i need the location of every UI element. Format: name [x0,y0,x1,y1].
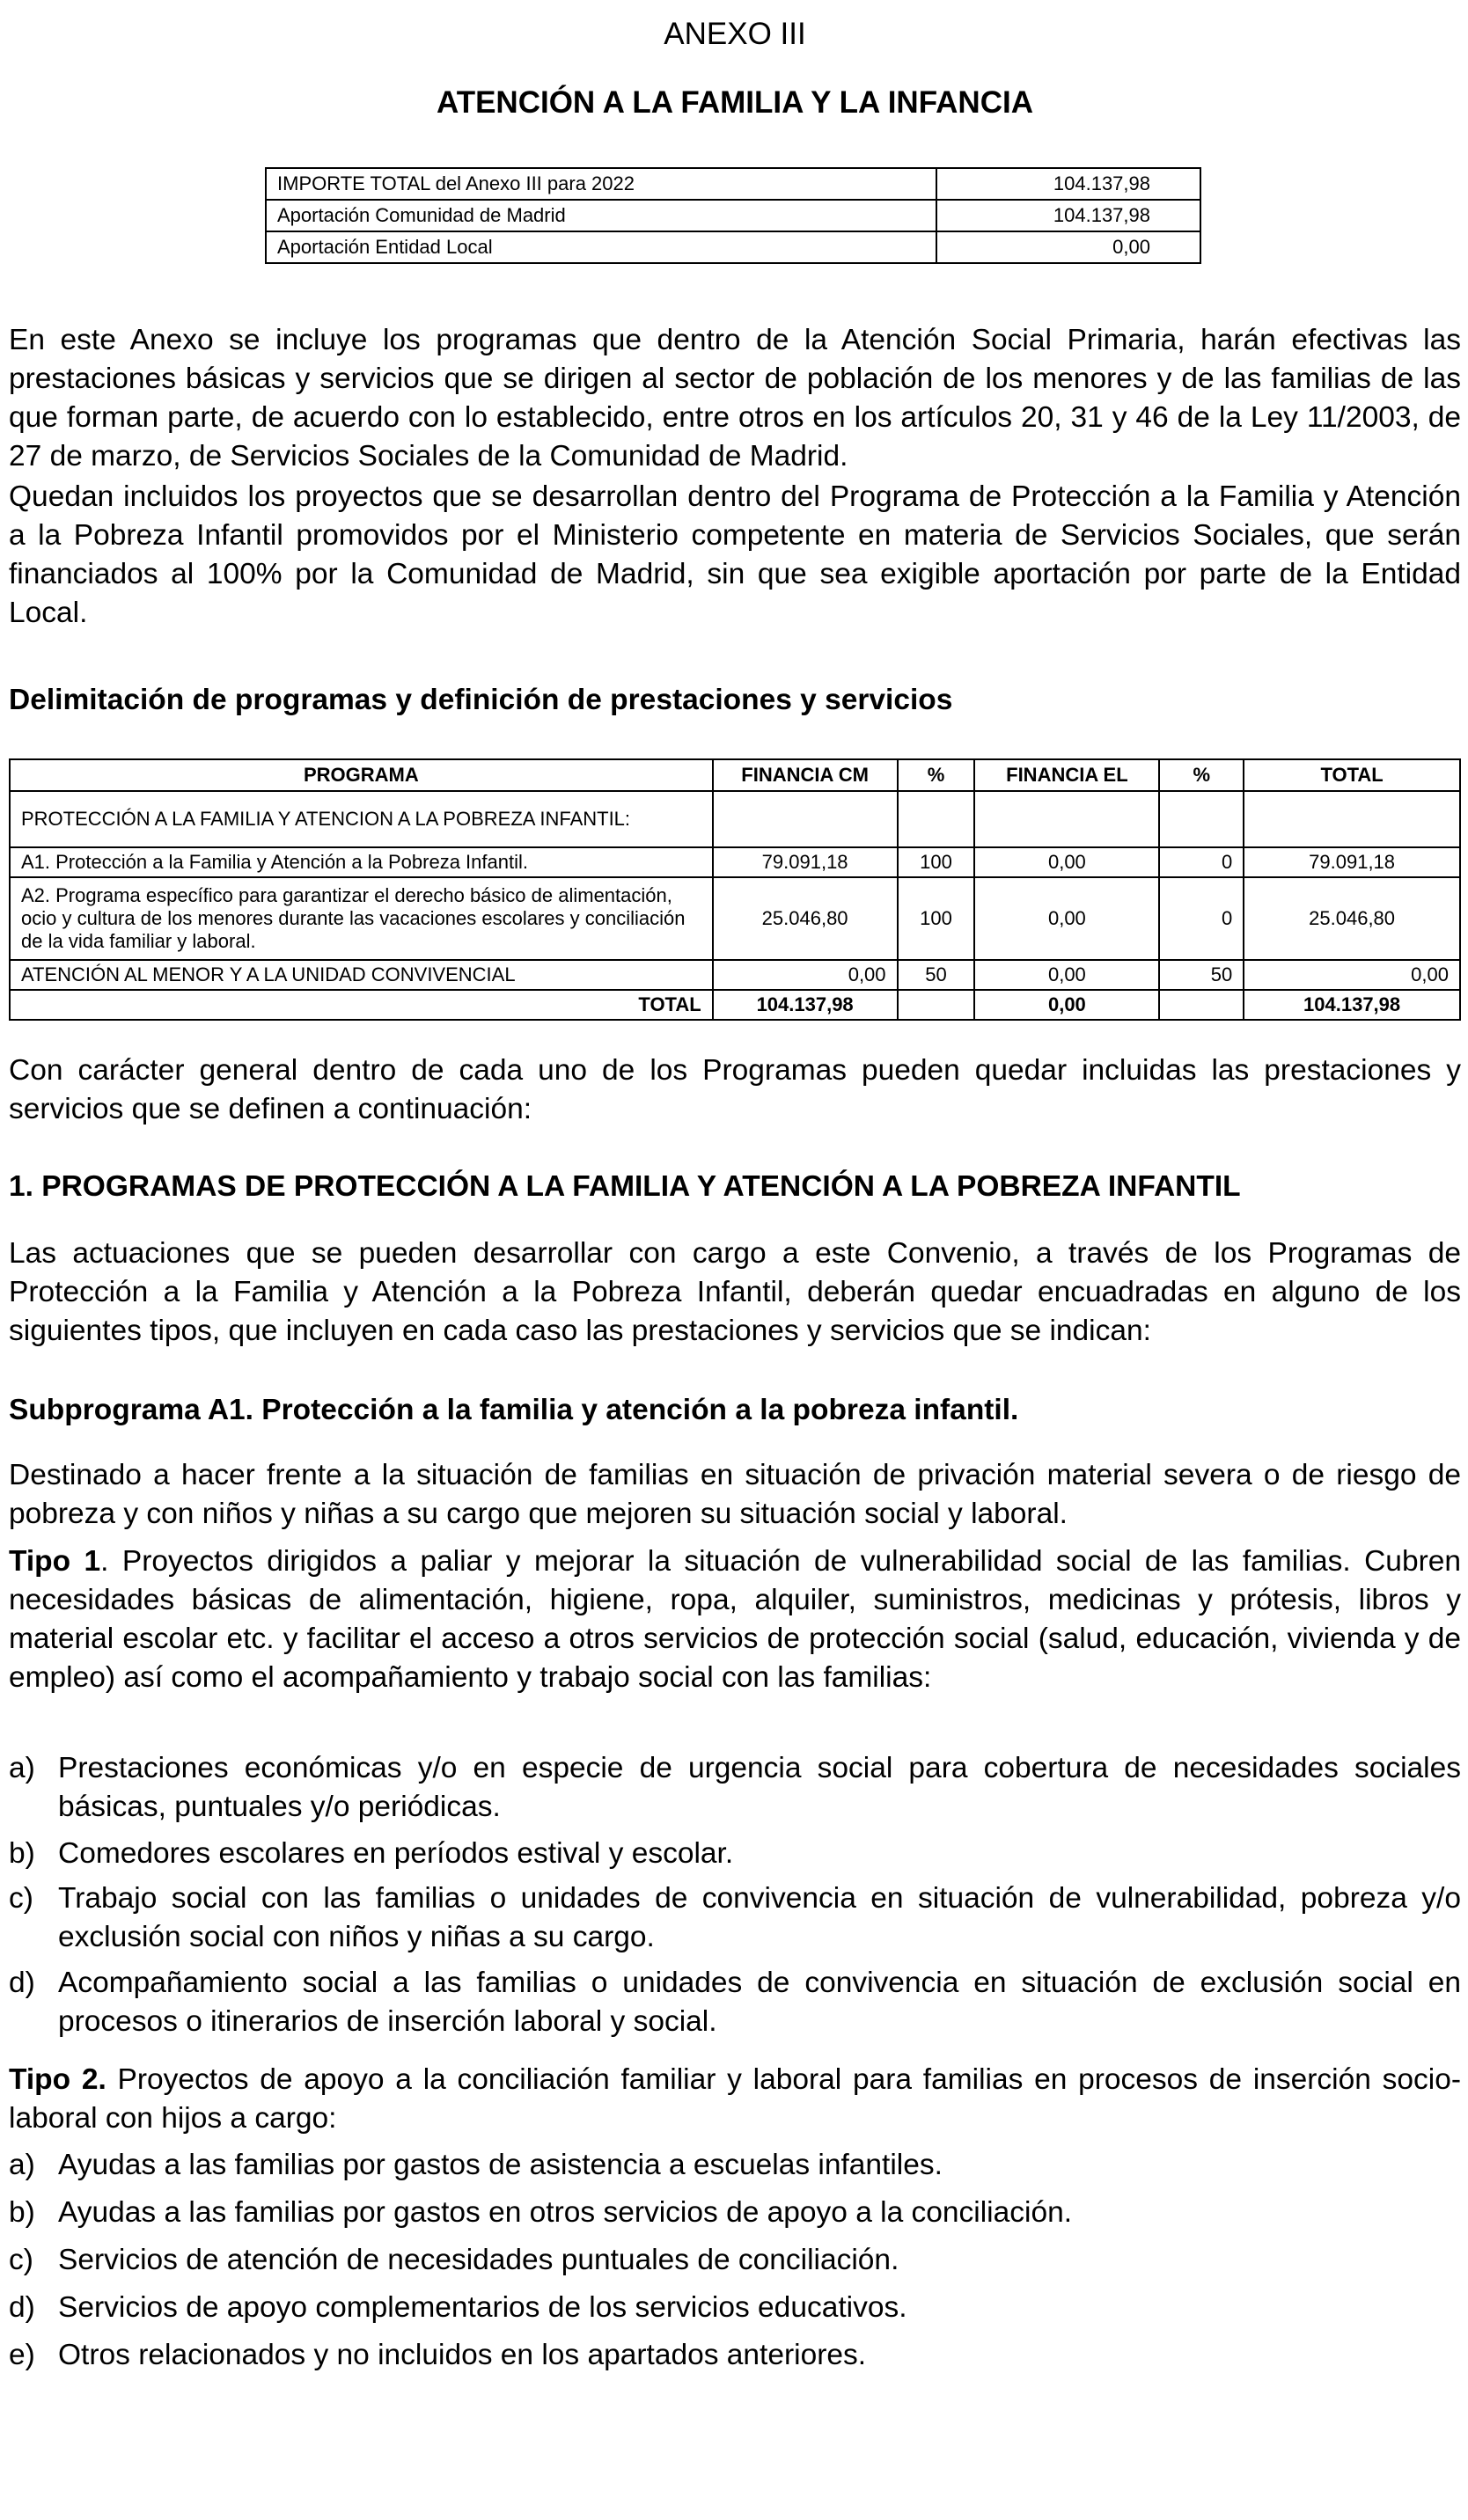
cell-total: 0,00 [1244,960,1460,990]
header-financia-el: FINANCIA EL [974,759,1159,791]
table-row [266,168,1200,200]
import-label: IMPORTE TOTAL del Anexo III para 2022 [266,168,936,200]
total-pct-el [1159,990,1244,1020]
tipo1-label: Tipo 1 [9,1545,101,1578]
page-title: ATENCIÓN A LA FAMILIA Y LA INFANCIA [437,85,1033,120]
list-item-label: c) [9,2244,33,2276]
list-item-label: a) [9,2149,35,2181]
list-item-text: Otros relacionados y no incluidos en los apartados anteriores. [58,2339,867,2371]
table-row [10,877,1460,960]
section1-heading: 1. PROGRAMAS DE PROTECCIÓN A LA FAMILIA Y ATENCIÓN A LA POBREZA INFANTIL [9,1170,1241,1203]
list-item [9,2146,1461,2185]
total-pct-cm [898,990,975,1020]
list-item-label: b) [9,2196,35,2229]
list-item-text: Acompañamiento social a las familias o unidades de convivencia en situación de exclusión social en procesos o itinerarios de inserción laboral y social. [58,1967,1461,2038]
subprogram-a1-paragraph: Destinado a hacer frente a la situación de familias en situación de privación material severa o de riesgo de pobreza y con niños y niñas a su cargo que mejoren su situación social y laboral. [9,1459,1461,1530]
list-item-label: d) [9,1967,35,1999]
cell-el: 0,00 [974,847,1159,877]
cell-pct-cm [898,791,975,847]
cell-cm: 25.046,80 [713,877,898,960]
header-total: TOTAL [1244,759,1460,791]
program-table [9,758,1461,1021]
tipo2-label: Tipo 2. [9,2063,106,2096]
list-item-text: Ayudas a las familias por gastos de asistencia a escuelas infantiles. [58,2149,943,2181]
list-item [9,1964,1461,2041]
list-item [9,2336,1461,2375]
import-table [265,167,1201,264]
document-page [9,16,1462,2371]
cell-pct-el: 0 [1159,877,1244,960]
list-item [9,1749,1461,1827]
cell-cm: 0,00 [713,960,898,990]
cell-programa: A2. Programa específico para garantizar el derecho básico de alimentación, ocio y cultura de los menores durante las vacaciones escolares y conciliación de la vida familiar y laboral. [10,877,713,960]
annex-label: ANEXO III [664,17,806,51]
cell-programa: A1. Protección a la Familia y Atención a la Pobreza Infantil. [10,847,713,877]
table-row [266,200,1200,231]
intro-paragraph-1: En este Anexo se incluye los programas que dentro de la Atención Social Primaria, harán efectivas las prestaciones básicas y servicios que se dirigen al sector de población de los menores y de las familias de las que forman parte, de acuerdo con lo establecido, entre otros en los artículos 20, 31 y 46 de la Ley 11/2003, de 27 de marzo, de Servicios Sociales de la Comunidad de Madrid. [9,324,1461,472]
import-value: 104.137,98 [936,200,1200,231]
cell-total [1244,791,1460,847]
list-item [9,1835,1461,1873]
list-item-label: b) [9,1837,35,1870]
table-row [10,847,1460,877]
list-item [9,2194,1461,2232]
list-item-label: d) [9,2291,35,2324]
general-paragraph: Con carácter general dentro de cada uno de los Programas pueden quedar incluidas las prestaciones y servicios que se definen a continuación: [9,1054,1461,1125]
list-item-text: Prestaciones económicas y/o en especie de urgencia social para cobertura de necesidades sociales básicas, puntuales y/o periódicas. [58,1752,1461,1823]
import-label: Aportación Entidad Local [266,231,936,263]
import-value: 0,00 [936,231,1200,263]
tipo2-text: Proyectos de apoyo a la conciliación familiar y laboral para familias en procesos de inserción socio-laboral con hijos a cargo: [9,2063,1462,2135]
import-label: Aportación Comunidad de Madrid [266,200,936,231]
cell-pct-cm: 100 [898,847,975,877]
list-item-label: c) [9,1882,33,1915]
cell-el: 0,00 [974,877,1159,960]
list-item-text: Trabajo social con las familias o unidades de convivencia en situación de vulnerabilidad, pobreza y/o exclusión social con niños y niñas a su cargo. [58,1882,1461,1953]
total-total: 104.137,98 [1244,990,1460,1020]
cell-pct-el [1159,791,1244,847]
list-item-text: Comedores escolares en períodos estival y escolar. [58,1837,734,1870]
total-cm: 104.137,98 [713,990,898,1020]
tipo1-text: . Proyectos dirigidos a paliar y mejorar la situación de vulnerabilidad social de las familias. Cubren necesidades básicas de alimentación, higiene, ropa, alquiler, suministros, medicinas y prótesis, libros y material escolar etc. y facilitar el acceso a otros servicios de protección social (salud, educación, vivienda y de empleo) así como el acompañamiento y trabajo social con las familias: [9,1545,1461,1694]
cell-el [974,791,1159,847]
delimitation-heading: Delimitación de programas y definición de prestaciones y servicios [9,684,953,716]
cell-el: 0,00 [974,960,1159,990]
intro-paragraph-2: Quedan incluidos los proyectos que se desarrollan dentro del Programa de Protección a la Familia y Atención a la Pobreza Infantil promovidos por el Ministerio competente en materia de Servicios Sociales, que serán financiados al 100% por la Comunidad de Madrid, sin que sea exigible aportación por parte de la Entidad Local. [9,480,1461,629]
cell-pct-cm: 50 [898,960,975,990]
header-pct-cm: % [898,759,975,791]
cell-cm [713,791,898,847]
total-el: 0,00 [974,990,1159,1020]
cell-pct-el: 0 [1159,847,1244,877]
list-item-text: Servicios de apoyo complementarios de los servicios educativos. [58,2291,907,2324]
import-value: 104.137,98 [936,168,1200,200]
cell-cm: 79.091,18 [713,847,898,877]
tipo1-paragraph [9,1542,1461,1697]
table-header-row [10,759,1460,791]
section1-paragraph: Las actuaciones que se pueden desarrollar con cargo a este Convenio, a través de los Programas de Protección a la Familia y Atención a la Pobreza Infantil, deberán quedar encuadradas en alguno de los siguientes tipos, que incluyen en cada caso las prestaciones y servicios que se indican: [9,1237,1461,1347]
total-label: TOTAL [10,990,713,1020]
subprogram-a1-heading: Subprograma A1. Protección a la familia y atención a la pobreza infantil. [9,1394,1019,1426]
list-item-label: a) [9,1752,35,1784]
table-total-row [10,990,1460,1020]
list-item-text: Servicios de atención de necesidades puntuales de conciliación. [58,2244,899,2276]
cell-programa: ATENCIÓN AL MENOR Y A LA UNIDAD CONVIVENCIAL [10,960,713,990]
list-item-text: Ayudas a las familias por gastos en otros servicios de apoyo a la conciliación. [58,2196,1073,2229]
table-row [10,960,1460,990]
list-item [9,2241,1461,2280]
list-item [9,1879,1461,1957]
cell-pct-el: 50 [1159,960,1244,990]
cell-pct-cm: 100 [898,877,975,960]
list-item [9,2289,1461,2327]
cell-programa: PROTECCIÓN A LA FAMILIA Y ATENCION A LA POBREZA INFANTIL: [10,791,713,847]
cell-total: 79.091,18 [1244,847,1460,877]
header-financia-cm: FINANCIA CM [713,759,898,791]
cell-total: 25.046,80 [1244,877,1460,960]
header-programa: PROGRAMA [10,759,713,791]
header-pct-el: % [1159,759,1244,791]
table-row [10,791,1460,847]
table-row [266,231,1200,263]
list-item-label: e) [9,2339,35,2371]
tipo2-paragraph [9,2061,1461,2138]
